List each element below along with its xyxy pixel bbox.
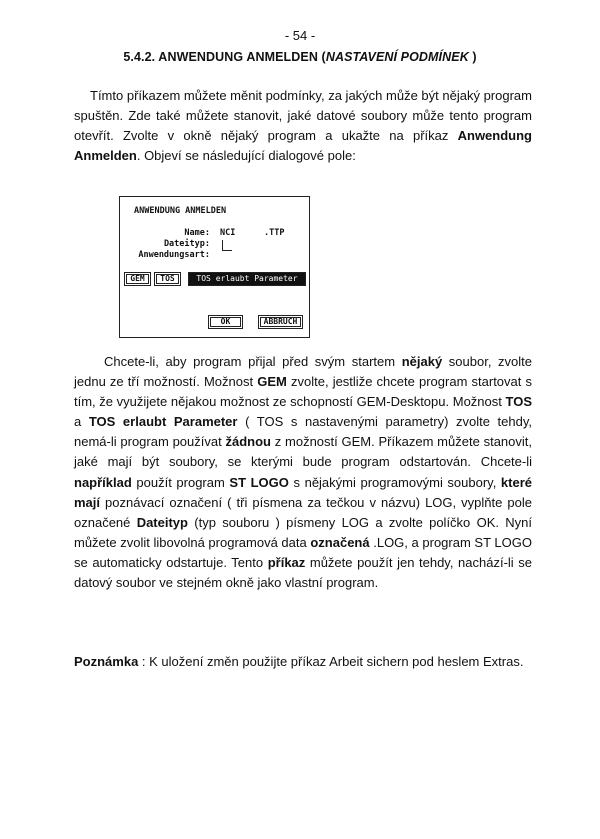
ok-button-label: OK	[210, 317, 241, 327]
text-bold: GEM	[257, 374, 287, 390]
text-bold: označená	[310, 534, 370, 550]
dateityp-label: Dateityp:	[163, 239, 210, 249]
text-run: s nějakými programovými soubory,	[288, 474, 501, 490]
text-run: poznávací označení ( tři písmena za tečkou v názvu) LOG, vyplňte pole označené	[74, 494, 532, 530]
text-bold: nějaký	[401, 354, 443, 369]
name-extension: .TTP	[264, 228, 285, 238]
paragraph-intro	[74, 86, 532, 166]
text-run: . Objeví se následující dialogové pole:	[136, 148, 356, 164]
text-run: můžete použít jen tehdy, nachází-li se datový soubor ve stejném okně jako vlastní program.	[74, 554, 532, 591]
name-field[interactable]: NCI	[220, 228, 236, 238]
text-bold: TOS erlaubt Parameter	[88, 414, 238, 430]
section-title-main: 5.4.2. ANWENDUNG ANMELDEN (	[123, 50, 326, 64]
text-run: : K uložení změn použijte příkaz Arbeit sichern pod heslem Extras.	[138, 654, 524, 669]
text-run: zvolte, jestliže chcete program startovat s tím, že využijete nějakou možnost ze schopností GEM-Desktopu. Možnost	[74, 374, 533, 410]
dateityp-input[interactable]	[222, 240, 232, 251]
text-bold: ST LOGO	[229, 474, 289, 490]
text-run: Chcete-li, aby program přijal před svým startem	[104, 354, 402, 369]
text-run: a	[74, 414, 89, 430]
text-run: použít program	[131, 474, 230, 490]
gem-button[interactable]	[124, 272, 151, 286]
text-bold: například	[74, 474, 132, 490]
section-title-close: )	[468, 50, 477, 64]
paragraph-note	[74, 652, 532, 672]
anwendungsart-label: Anwendungsart:	[138, 250, 210, 260]
section-title	[60, 50, 540, 64]
text-run: ( TOS s nastavenými parametry) zvolte tehdy, nemá-li program používat	[74, 414, 533, 450]
page-number: - 54 -	[284, 28, 316, 43]
gem-button-label: GEM	[126, 274, 149, 284]
note-label: Poznámka	[74, 654, 139, 669]
name-label: Name:	[184, 228, 210, 238]
paragraph-options	[74, 352, 532, 593]
abbruch-button-label: ABBRUCH	[260, 317, 301, 327]
tos-button-label: TOS	[156, 274, 179, 284]
text-run: soubor, zvolte jednu ze tří možností. Možnost	[74, 354, 533, 390]
dialog-title: ANWENDUNG ANMELDEN	[134, 206, 227, 216]
abbruch-button[interactable]	[258, 315, 303, 329]
section-title-italic: NASTAVENÍ PODMÍNEK	[325, 50, 469, 64]
text-bold: které mají	[74, 474, 532, 510]
text-bold: Dateityp	[136, 514, 188, 530]
text-bold: příkaz	[267, 554, 306, 570]
text-run: Tímto příkazem můžete měnit podmínky, za jakých může být nějaký program spuštěn. Zde také můžete stanovit, jaké datové soubory může tento program otevřít. Zvolte v okně nějaký program a ukažte na příkaz	[74, 88, 532, 144]
text-run: (typ souboru ) písmeny LOG a zvolte políčko OK. Nyní můžete zvolit libovolná programová data	[74, 514, 533, 550]
tos-param-button[interactable]: TOS erlaubt Parameter	[188, 272, 306, 286]
text-run: z možností GEM. Příkazem můžete stanovit, jaké mají být soubory, se kterými bude program odstartován. Chcete-li	[74, 434, 532, 470]
text-bold: TOS	[505, 394, 532, 410]
text-bold: žádnou	[225, 434, 271, 450]
command-name: Anwendung Anmelden	[74, 128, 532, 164]
tos-button[interactable]	[154, 272, 181, 286]
text-run: .LOG, a program ST LOGO se automaticky odstartuje. Tento	[74, 534, 532, 570]
ok-button[interactable]	[208, 315, 243, 329]
dialog-anwendung-anmelden	[119, 196, 310, 338]
